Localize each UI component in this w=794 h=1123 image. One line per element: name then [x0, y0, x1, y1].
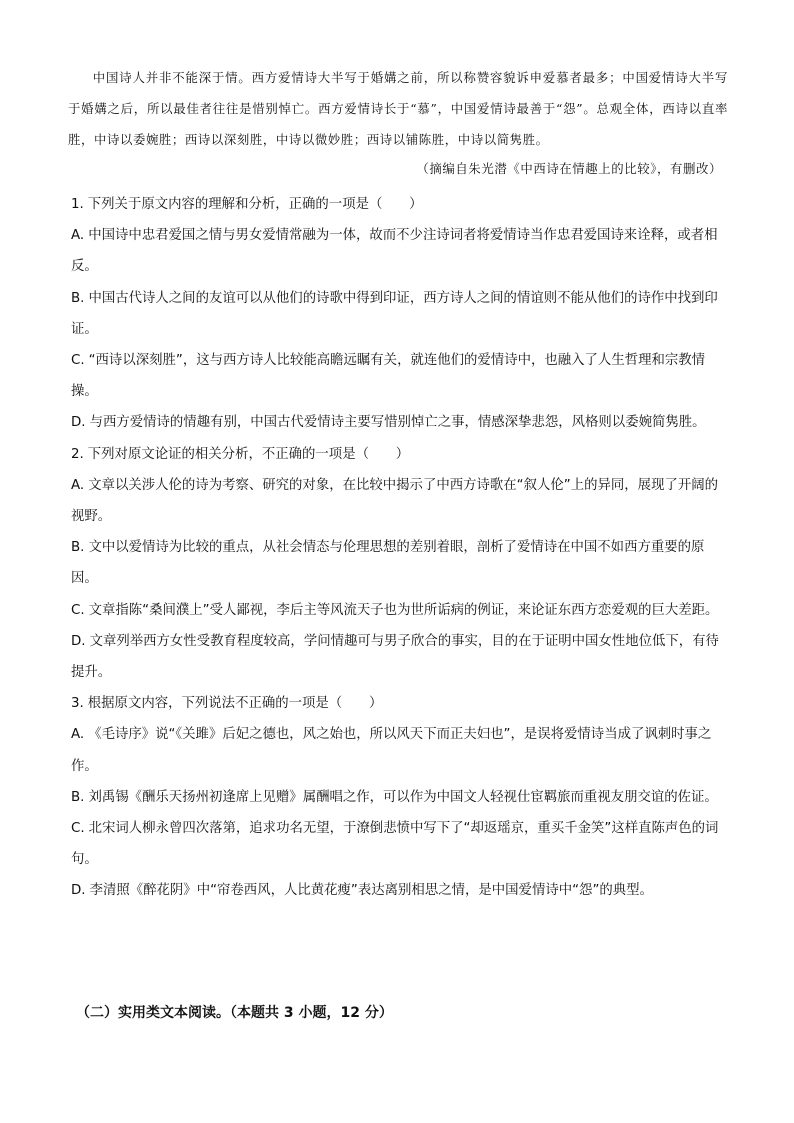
option-d [71, 626, 723, 688]
option-letter: A. [71, 727, 85, 743]
option-text: 与西方爱情诗的情趣有别，中国古代爱情诗主要写惜别悼亡之事，情感深挚悲怨，风格则以委婉简隽胜。 [89, 415, 706, 431]
option-letter: C. [71, 353, 85, 369]
option-letter: D. [71, 883, 86, 899]
option-c [71, 813, 723, 875]
option-d [71, 875, 723, 906]
option-letter: B. [71, 290, 85, 306]
option-b [71, 532, 723, 594]
option-letter: B. [71, 540, 85, 556]
option-text: 《毛诗序》说“《关雎》后妃之德也，风之始也，所以风天下而正夫妇也”，是误将爱情诗当成了讽刺时事之作。 [71, 727, 712, 774]
option-a [71, 220, 723, 282]
option-text: 刘禹锡《酬乐天扬州初逢席上见赠》属酬唱之作，可以作为中国文人轻视仕宦羁旅而重视友朋交谊的佐证。 [88, 789, 718, 805]
option-b [71, 782, 723, 813]
passage-excerpt [68, 62, 728, 184]
option-text: 中国古代诗人之间的友谊可以从他们的诗歌中得到印证，西方诗人之间的情谊则不能从他们的诗作中找到印证。 [71, 290, 718, 337]
question-number: 2. [71, 446, 84, 462]
question-number: 3. [71, 696, 84, 712]
section-heading: （二）实用类文本阅读。（本题共 3 小题，12 分） [76, 1005, 393, 1021]
question-stem-text: 下列对原文论证的相关分析，不正确的一项是（ ） [87, 446, 410, 462]
question-1 [71, 189, 723, 439]
option-d [71, 407, 723, 438]
option-letter: B. [71, 789, 85, 805]
passage-source: （摘编自朱光潜《中西诗在情趣上的比较》，有删改） [416, 161, 722, 176]
question-stem [71, 688, 723, 719]
question-number: 1. [71, 197, 84, 212]
option-letter: A. [71, 477, 85, 493]
option-a [71, 470, 723, 532]
option-a [71, 719, 723, 781]
question-list [71, 189, 723, 907]
option-letter: C. [71, 602, 85, 618]
option-letter: D. [71, 633, 86, 649]
option-text: 李清照《醉花阴》中“帘卷西风，人比黄花瘦”表达离别相思之情，是中国爱情诗中“怨”的典型。 [89, 883, 653, 899]
option-c [71, 595, 723, 626]
option-b [71, 283, 723, 345]
option-text: 文章列举西方女性受教育程度较高，学问情趣可与男子欣合的事实，目的在于证明中国女性地位低下，有待提升。 [71, 633, 719, 681]
option-text: 文章以关涉人伦的诗为考察、研究的对象，在比较中揭示了中西方诗歌在“叙人伦”上的异同，展现了开阔的视野。 [71, 477, 719, 525]
question-2 [71, 439, 723, 689]
question-3 [71, 688, 723, 906]
option-letter: D. [71, 415, 86, 431]
question-stem [71, 189, 723, 220]
option-text: 文章指陈“桑间濮上”受人鄙视，李后主等风流天子也为世所诟病的例证，来论证东西方恋爱观的巨大差距。 [88, 602, 719, 618]
option-text: 中国诗中忠君爱国之情与男女爱情常融为一体，故而不少注诗词者将爱情诗当作忠君爱国诗来诠释，或者相反。 [71, 228, 718, 275]
question-stem-text: 下列关于原文内容的理解和分析，正确的一项是（ ） [87, 197, 423, 212]
option-text: 北宋词人柳永曾四次落第，追求功名无望，于潦倒悲愤中写下了“却返瑶京，重买千金笑”这样直陈声色的词句。 [71, 821, 719, 868]
option-letter: C. [71, 821, 85, 837]
option-text: 文中以爱情诗为比较的重点，从社会情态与伦理思想的差别着眼，剖析了爱情诗在中国不如西方重要的原因。 [71, 540, 705, 587]
question-stem-text: 根据原文内容，下列说法不正确的一项是（ ） [87, 696, 383, 712]
option-c [71, 345, 723, 407]
passage-paragraph: 中国诗人并非不能深于情。西方爱情诗大半写于婚媾之前，所以称赞容貌诉申爱慕者最多；中国爱情诗大半写于婚媾之后，所以最佳者往往是惜别悼亡。西方爱情诗长于“慕”，中国爱情诗最善于“怨”。总观全体，西诗以直率胜，中诗以委婉胜；西诗以深刻胜，中诗以微妙胜；西诗以铺陈胜，中诗以简隽胜。 [68, 70, 728, 147]
question-stem [71, 439, 723, 470]
option-text: “西诗以深刻胜”，这与西方诗人比较能高瞻远瞩有关，就连他们的爱情诗中，也融入了人生哲理和宗教情操。 [71, 353, 706, 400]
option-letter: A. [71, 228, 85, 244]
